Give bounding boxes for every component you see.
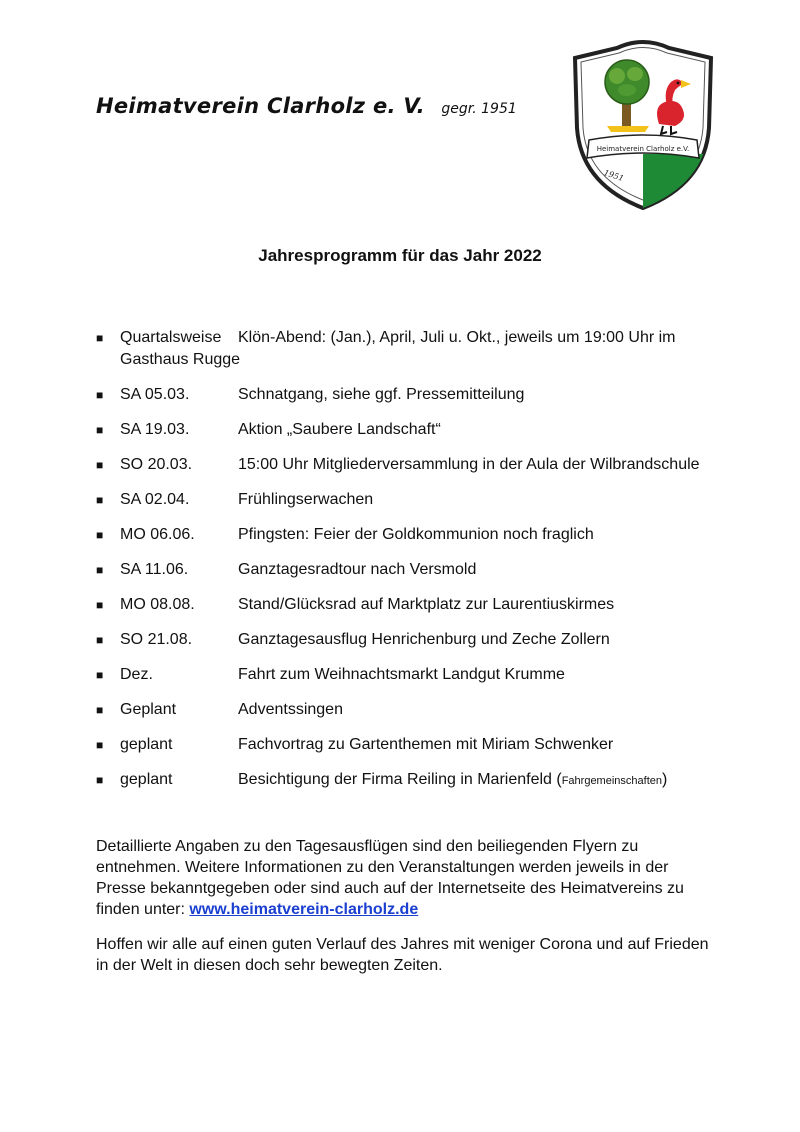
event-date: geplant	[120, 736, 173, 753]
event-description: 15:00 Uhr Mitgliederversammlung in der Aula der Wilbrandschule	[238, 456, 700, 473]
event-description: Fahrt zum Weihnachtsmarkt Landgut Krumme	[238, 666, 565, 683]
event-date: MO 08.08.	[120, 596, 195, 613]
bullet-icon: ■	[96, 388, 104, 402]
list-item	[96, 699, 726, 721]
bullet-icon: ■	[96, 598, 104, 612]
bullet-icon: ■	[96, 528, 104, 542]
event-date: SO 21.08.	[120, 631, 193, 648]
event-description: Schnatgang, siehe ggf. Pressemitteilung	[238, 386, 525, 403]
info-text: Detaillierte Angaben zu den Tagesausflügen sind den beiliegenden Flyern zu entnehmen. Weitere Informationen zu den Veranstaltungen werden jeweils in der Presse bekanntgegeben oder sind auch auf der Internetseite des Heimatvereins zu finden unter:	[96, 838, 684, 918]
bullet-icon: ■	[96, 703, 104, 717]
event-description	[96, 769, 726, 792]
event-description: Ganztagesradtour nach Versmold	[238, 561, 477, 578]
bullet-icon: ■	[96, 773, 104, 787]
event-date: Geplant	[120, 701, 177, 718]
list-item	[96, 489, 726, 511]
bullet-icon: ■	[96, 563, 104, 577]
event-date: Quartalsweise	[120, 329, 222, 346]
event-date: SA 02.04.	[120, 491, 190, 508]
event-description: Klön-Abend: (Jan.), April, Juli u. Okt., jeweils um 19:00 Uhr im Gasthaus Rugge	[120, 329, 676, 368]
website-link[interactable]: www.heimatverein-clarholz.de	[189, 901, 419, 918]
bullet-icon: ■	[96, 458, 104, 472]
event-date: SA 11.06.	[120, 561, 189, 578]
event-date: SA 05.03.	[120, 386, 190, 403]
closing-paragraph-2: Hoffen wir alle auf einen guten Verlauf des Jahres mit weniger Corona und auf Frieden in der Welt in diesen doch sehr bewegten Zeiten.	[96, 936, 709, 974]
list-item	[96, 734, 726, 756]
event-description: Aktion „Saubere Landschaft“	[238, 421, 441, 438]
list-item	[96, 327, 726, 371]
event-description: Ganztagesausflug Henrichenburg und Zeche Zollern	[238, 631, 610, 648]
crest-year: 1951	[602, 168, 625, 184]
bullet-icon: ■	[96, 493, 104, 507]
event-date: Dez.	[120, 666, 153, 683]
founded-label: gegr. 1951	[441, 101, 517, 117]
closing-text	[96, 836, 716, 990]
document-heading: Jahresprogramm für das Jahr 2022	[258, 246, 542, 265]
event-description: Pfingsten: Feier der Goldkommunion noch fraglich	[238, 526, 594, 543]
closing-paragraph-1	[96, 836, 716, 920]
list-item	[96, 559, 726, 581]
event-date: geplant	[120, 771, 173, 788]
list-item	[96, 524, 726, 546]
list-item	[96, 664, 726, 686]
event-description: Adventssingen	[238, 701, 343, 718]
event-date: MO 06.06.	[120, 526, 195, 543]
bullet-icon: ■	[96, 633, 104, 647]
note-close-paren: )	[661, 771, 668, 788]
list-item	[96, 594, 726, 616]
bullet-icon: ■	[96, 331, 104, 345]
list-item	[96, 454, 726, 476]
event-date: SO 20.03.	[120, 456, 193, 473]
event-description: Frühlingserwachen	[238, 491, 374, 508]
event-description-text: Besichtigung der Firma Reiling in Marienfeld	[238, 771, 552, 788]
list-item	[96, 629, 726, 651]
program-list	[96, 327, 726, 805]
event-note: Fahrgemeinschaften	[561, 775, 662, 787]
club-crest-logo	[567, 36, 719, 212]
note-open-paren: (	[556, 771, 562, 788]
bullet-icon: ■	[96, 668, 104, 682]
event-date: SA 19.03.	[120, 421, 190, 438]
list-item	[96, 769, 726, 792]
crest-banner-text: Heimatverein Clarholz e.V.	[596, 145, 690, 153]
event-description: Fachvortrag zu Gartenthemen mit Miriam Schwenker	[238, 736, 614, 753]
bullet-icon: ■	[96, 738, 104, 752]
list-item	[96, 384, 726, 406]
list-item	[96, 419, 726, 441]
title-line	[96, 94, 517, 118]
bullet-icon: ■	[96, 423, 104, 437]
event-description: Stand/Glücksrad auf Marktplatz zur Laurentiuskirmes	[238, 596, 615, 613]
club-name: Heimatverein Clarholz e. V.	[96, 94, 425, 118]
